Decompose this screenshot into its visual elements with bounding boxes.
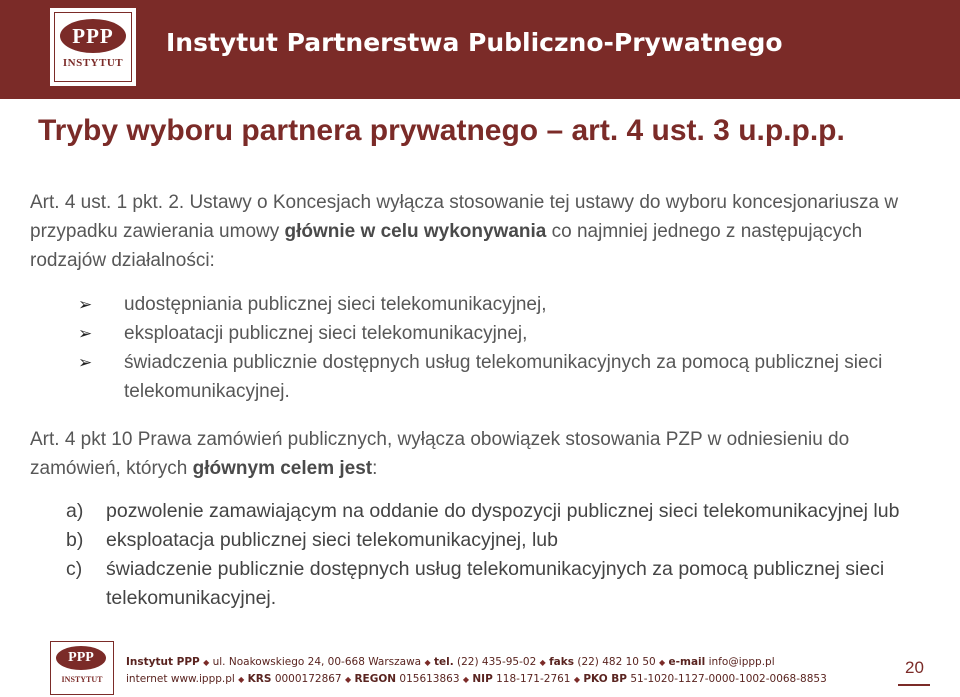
list-item [78, 319, 938, 348]
arrow-bullet-icon: ➢ [78, 353, 93, 372]
list-item-text: świadczenia publicznie dostępnych usług telekomunikacyjnych za pomocą publicznej sieci telekomunikacyjnej. [124, 352, 883, 402]
list-item [66, 497, 926, 526]
paragraph-text: Art. 4 pkt 10 Prawa zamówień publicznych, wyłącza obowiązek stosowania PZP w odniesieniu do zamówień, których [30, 429, 850, 479]
list-item-text: świadczenie publicznie dostępnych usług telekomunikacyjnych za pomocą publicznej sieci telekomunikacyjnej. [106, 558, 885, 609]
footer-label: e-mail [668, 656, 706, 668]
diamond-separator-icon: ◆ [238, 675, 245, 684]
page-number: 20 [905, 658, 924, 677]
slide-title: Tryby wyboru partnera prywatnego – art. 4 ust. 3 u.p.p.p. [38, 114, 845, 147]
footer-label: faks [549, 656, 574, 668]
footer-logo [50, 641, 114, 695]
header-bar [0, 0, 960, 99]
footer-label: KRS [247, 673, 272, 685]
paragraph-bold: głównym celem jest [192, 458, 373, 479]
footer-logo-instytut: INSTYTUT [61, 675, 103, 684]
footer-value: 118-171-2761 [496, 673, 571, 685]
list-item [78, 348, 938, 406]
footer-value: 015613863 [399, 673, 460, 685]
footer-label: Instytut PPP [126, 656, 200, 668]
footer-value: 0000172867 [274, 673, 342, 685]
activity-list [78, 290, 938, 406]
list-item-text: udostępniania publicznej sieci telekomunikacyjnej, [124, 294, 547, 315]
item-letter: b) [66, 529, 84, 551]
diamond-separator-icon: ◆ [539, 658, 546, 667]
paragraph-text: co najmniej jednego z następujących rodzajów działalności: [30, 221, 863, 271]
list-item-text: pozwolenie zamawiającym na oddanie do dyspozycji publicznej sieci telekomunikacyjnej lub [106, 500, 900, 522]
list-item-text: eksploatacji publicznej sieci telekomunikacyjnej, [124, 323, 528, 344]
logo-instytut-text: INSTYTUT [62, 57, 124, 69]
footer-value: 51-1020-1127-0000-1002-0068-8853 [630, 673, 827, 685]
item-letter: c) [66, 558, 83, 580]
paragraph-pzp [30, 425, 935, 483]
diamond-separator-icon: ◆ [344, 675, 352, 684]
diamond-separator-icon: ◆ [203, 658, 210, 667]
list-item [66, 526, 926, 555]
paragraph-text: Art. 4 ust. 1 pkt. 2. Ustawy o Koncesjach wyłącza stosowanie tej ustawy do wyboru koncesjonariusza w przypadku zawierania umowy [30, 192, 899, 242]
purpose-list [66, 497, 926, 613]
footer-registry-line [126, 673, 827, 685]
ppp-logo [50, 8, 136, 86]
arrow-bullet-icon: ➢ [78, 324, 93, 343]
footer-value: (22) 482 10 50 [577, 656, 656, 668]
footer-logo-ppp: PPP [56, 646, 106, 670]
footer-email[interactable]: info@ippp.pl [708, 656, 775, 668]
logo-ppp-text: PPP [60, 19, 126, 53]
list-item-text: eksploatacja publicznej sieci telekomunikacyjnej, lub [106, 529, 558, 551]
arrow-bullet-icon: ➢ [78, 295, 93, 314]
header-title: Instytut Partnerstwa Publiczno-Prywatnego [166, 28, 783, 57]
paragraph-koncesje [30, 188, 935, 275]
list-item [66, 555, 926, 613]
diamond-separator-icon: ◆ [462, 675, 470, 684]
footer-value: ul. Noakowskiego 24, 00-668 Warszawa [212, 656, 422, 668]
item-letter: a) [66, 500, 84, 522]
list-item [78, 290, 938, 319]
footer-value: (22) 435-95-02 [457, 656, 537, 668]
footer-label: NIP [472, 673, 493, 685]
diamond-separator-icon: ◆ [573, 675, 580, 684]
paragraph-text: : [372, 458, 378, 479]
footer-label: REGON [354, 673, 397, 685]
diamond-separator-icon: ◆ [659, 658, 666, 667]
footer-contact-line [126, 656, 775, 668]
page-number-underline [898, 684, 930, 686]
footer-website[interactable]: internet www.ippp.pl [126, 673, 235, 685]
footer-label: tel. [433, 656, 454, 668]
paragraph-bold: głównie w celu wykonywania [284, 221, 547, 242]
diamond-separator-icon: ◆ [424, 658, 431, 667]
logo-frame [54, 12, 132, 82]
footer-label: PKO BP [583, 673, 627, 685]
